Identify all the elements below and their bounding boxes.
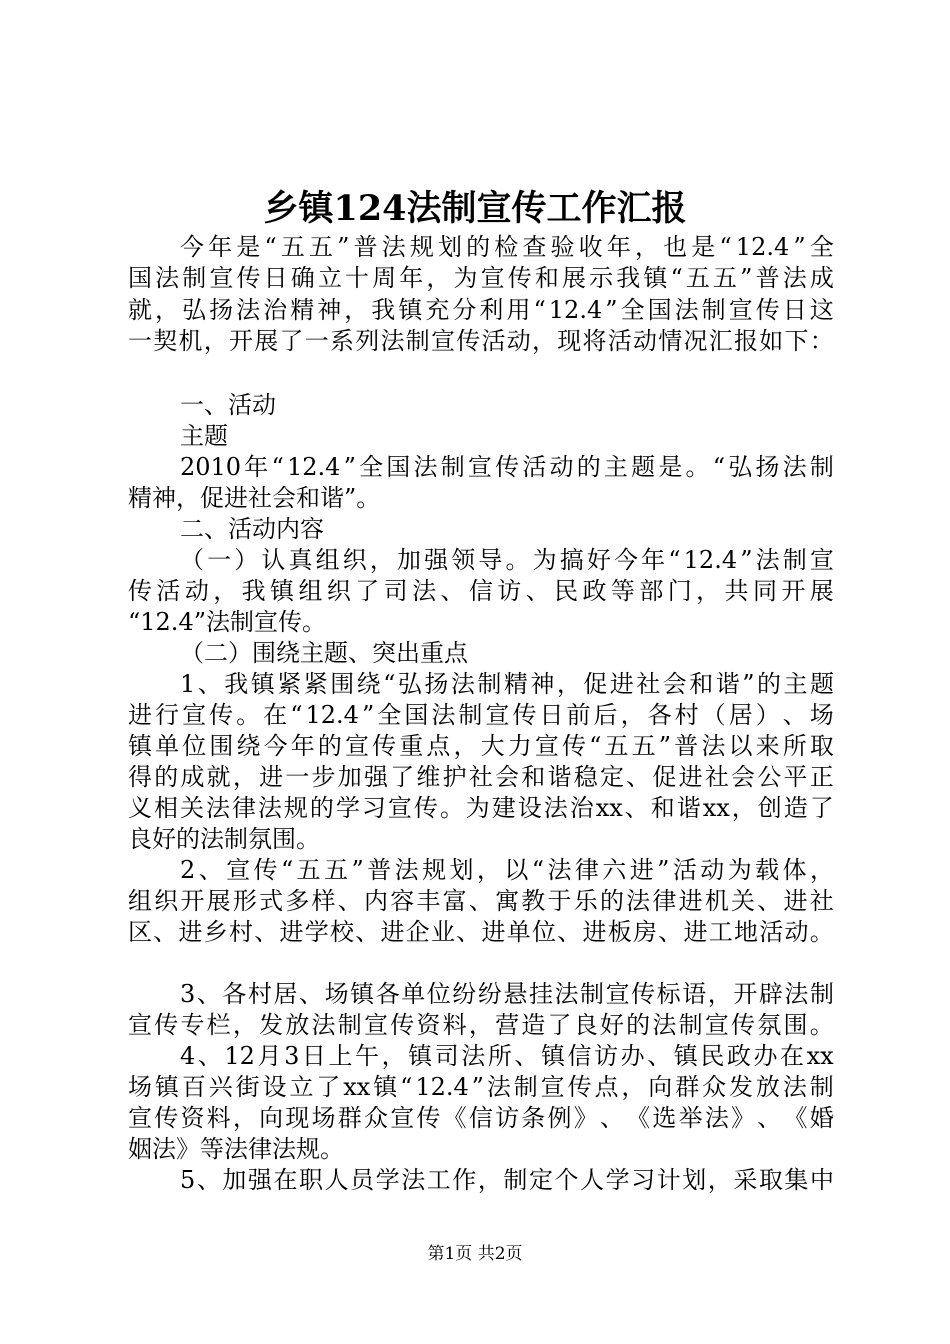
paragraph-line: 宣 传 专 栏 ， 发 放 法 制 宣 传 资 料 ， 营 造 了 良 好 的 法 制 宣 传 氛 围 。 bbox=[128, 1011, 834, 1039]
paragraph-line: 一、活动 bbox=[180, 391, 276, 419]
paragraph-line: 主题 bbox=[180, 422, 228, 450]
paragraph-line: 进 行 宣 传 。 在 “ 12.4 ” 全 国 法 制 宣 传 日 前 后 ， 各 村 （ 居 ） 、 场 bbox=[128, 701, 834, 729]
paragraph-line: 1 、 我 镇 紧 紧 围 绕 “ 弘 扬 法 制 精 神 ， 促 进 社 会 和 谐 ” 的 主 题 bbox=[180, 670, 834, 698]
paragraph-line: 2010 年 “ 12.4 ” 全 国 法 制 宣 传 活 动 的 主 题 是 。 “ 弘 扬 法 制 bbox=[180, 453, 834, 481]
paragraph-line: 一 契 机 ， 开 展 了 一 系 列 法 制 宣 传 活 动 ， 现 将 活 动 情 况 汇 报 如 下 ： bbox=[128, 327, 834, 355]
paragraph-line: 得 的 成 就 ， 进 一 步 加 强 了 维 护 社 会 和 谐 稳 定 、 促 进 社 会 公 平 正 bbox=[128, 763, 834, 791]
page-number-footer: 第1页 共2页 bbox=[427, 1244, 523, 1264]
paragraph-line: 良好的法制氛围。 bbox=[128, 825, 320, 853]
paragraph-line: 义 相 关 法 律 法 规 的 学 习 宣 传 。 为 建 设 法 治 xx 、 和 谐 xx ， 创 造 了 bbox=[128, 794, 834, 822]
paragraph-line: 传 活 动 ， 我 镇 组 织 了 司 法 、 信 访 、 民 政 等 部 门 ， 共 同 开 展 bbox=[128, 577, 834, 605]
paragraph-line: 宣 传 资 料 ， 向 现 场 群 众 宣 传 《 信 访 条 例 》 、 《 选 举 法 》 、 《 婚 bbox=[128, 1104, 834, 1132]
document-title: 乡镇124法制宣传工作汇报 bbox=[263, 188, 687, 229]
paragraph-line: 国 法 制 宣 传 日 确 立 十 周 年 ， 为 宣 传 和 展 示 我 镇 “ 五 五 ” 普 法 成 bbox=[128, 264, 834, 292]
paragraph-line: 3 、 各 村 居 、 场 镇 各 单 位 纷 纷 悬 挂 法 制 宣 传 标 语 ， 开 辟 法 制 bbox=[180, 980, 834, 1008]
paragraph-line: 场 镇 百 兴 街 设 立 了 xx 镇 “ 12.4 ” 法 制 宣 传 点 ， 向 群 众 发 放 法 制 bbox=[128, 1073, 834, 1101]
paragraph-line: 就 ， 弘 扬 法 治 精 神 ， 我 镇 充 分 利 用 “ 12.4 ” 全 国 法 制 宣 传 日 这 bbox=[128, 296, 834, 324]
paragraph-line: （二）围绕主题、突出重点 bbox=[180, 639, 468, 667]
paragraph-line: “12.4”法制宣传。 bbox=[128, 608, 326, 636]
paragraph-line: 区 、 进 乡 村 、 进 学 校 、 进 企 业 、 进 单 位 、 进 板 房 、 进 工 地 活 动 。 bbox=[128, 918, 834, 946]
paragraph-line: 4 、 12 月 3 日 上 午 ， 镇 司 法 所 、 镇 信 访 办 、 镇 民 政 办 在 xx bbox=[180, 1042, 834, 1070]
paragraph-line: 二、活动内容 bbox=[180, 515, 324, 543]
paragraph-line: 姻法》等法律法规。 bbox=[128, 1135, 344, 1163]
paragraph-line: 精神，促进社会和谐”。 bbox=[128, 484, 381, 512]
paragraph-line: 组 织 开 展 形 式 多 样 、 内 容 丰 富 、 寓 教 于 乐 的 法 律 进 机 关 、 进 社 bbox=[128, 887, 834, 915]
paragraph-line: 5 、 加 强 在 职 人 员 学 法 工 作 ， 制 定 个 人 学 习 计 划 ， 采 取 集 中 bbox=[180, 1166, 834, 1194]
paragraph-line: （ 一 ） 认 真 组 织 ， 加 强 领 导 。 为 搞 好 今 年 “ 12.4 ” 法 制 宣 bbox=[180, 546, 834, 574]
paragraph-line: 2 、 宣 传 “ 五 五 ” 普 法 规 划 ， 以 “ 法 律 六 进 ” 活 动 为 载 体 ， bbox=[180, 856, 834, 884]
paragraph-line: 今 年 是 “ 五 五 ” 普 法 规 划 的 检 查 验 收 年 ， 也 是 “ 12.4 ” 全 bbox=[180, 233, 834, 261]
paragraph-line: 镇 单 位 围 绕 今 年 的 宣 传 重 点 ， 大 力 宣 传 “ 五 五 ” 普 法 以 来 所 取 bbox=[128, 732, 834, 760]
